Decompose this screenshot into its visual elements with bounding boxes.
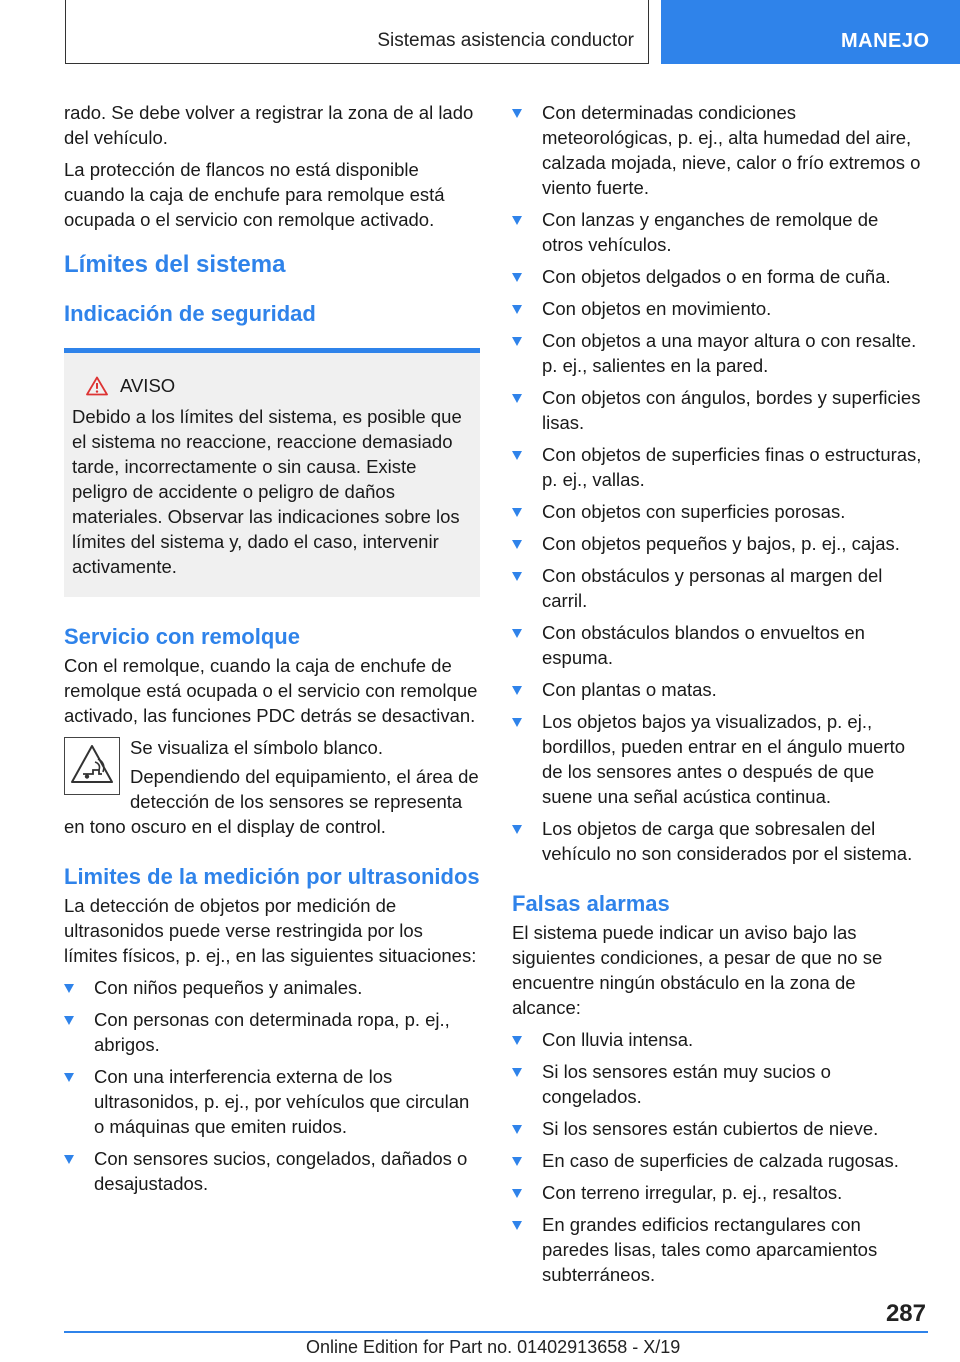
bullet-triangle-icon — [512, 1157, 522, 1166]
list-item: Con sensores sucios, congelados, dañados o desajustados. — [64, 1146, 480, 1196]
left-column — [64, 100, 480, 1203]
warning-triangle-icon — [86, 376, 108, 396]
list-item: Con una interferencia externa de los ultrasonidos, p. ej., por vehículos que circulan o máquinas que emiten ruidos. — [64, 1064, 480, 1139]
bullet-triangle-icon — [512, 394, 522, 403]
paragraph: rado. Se debe volver a registrar la zona de al lado del vehículo. — [64, 102, 474, 148]
list-item: Con obstáculos y personas al margen del carril. — [512, 563, 924, 613]
footer-divider — [64, 1331, 862, 1333]
bullet-triangle-icon — [512, 305, 522, 314]
chapter-label: MANEJO — [841, 30, 930, 52]
list-item: En grandes edificios rectangulares con paredes lisas, tales como aparcamientos subterráneos. — [512, 1212, 924, 1287]
bullet-triangle-icon — [512, 1036, 522, 1045]
bullet-triangle-icon — [512, 109, 522, 118]
paragraph: El sistema puede indicar un aviso bajo las siguientes condiciones, a pesar de que no se encuentre ningún obstáculo en la zona de alcance: — [512, 922, 883, 1018]
list-item: Con objetos delgados o en forma de cuña. — [512, 264, 924, 289]
heading-trailer-mode: Servicio con remolque — [64, 624, 300, 649]
bullet-triangle-icon — [64, 984, 74, 993]
bullet-triangle-icon — [512, 572, 522, 581]
bullet-triangle-icon — [512, 825, 522, 834]
notice-label: AVISO — [120, 375, 176, 396]
list-item: Los objetos bajos ya visualizados, p. ej., bordillos, pueden entrar en el ángulo muerto de los sensores antes o después de que suene una señal acústica continua. — [512, 709, 924, 809]
list-item: Con objetos con ángulos, bordes y superficies lisas. — [512, 385, 924, 435]
false-alarms-list — [512, 1027, 924, 1287]
right-column — [512, 100, 924, 1294]
list-item: Con lanzas y enganches de remolque de otros vehículos. — [512, 207, 924, 257]
paragraph: Se visualiza el símbolo blanco. — [130, 737, 383, 758]
bullet-triangle-icon — [64, 1073, 74, 1082]
list-item: Con niños pequeños y animales. — [64, 975, 480, 1000]
paragraph: Dependiendo del equipamiento, el área de detección de los sensores se representa en tono oscuro en el display de control. — [64, 766, 479, 837]
list-item: Los objetos de carga que sobresalen del vehículo no son considerados por el sistema. — [512, 816, 924, 866]
symbol-block — [64, 735, 480, 839]
bullet-triangle-icon — [512, 273, 522, 282]
bullet-triangle-icon — [512, 1221, 522, 1230]
notice-text: Debido a los límites del sistema, es posible que el sistema no reaccione, reaccione demasiado tarde, incorrectamente o sin causa. Existe peligro de accidente o peligro de daños materiales. Observar las indicaciones sobre los límites del sistema y, dado el caso, intervenir activamente. — [72, 406, 462, 577]
heading-ultrasonic-limits: Limites de la medición por ultrasonidos — [64, 864, 480, 889]
heading-safety-notice: Indicación de seguridad — [64, 301, 316, 326]
bullet-triangle-icon — [512, 629, 522, 638]
list-item: Si los sensores están cubiertos de nieve. — [512, 1116, 924, 1141]
ultrasonic-limits-list-continued — [512, 100, 924, 866]
list-item: Con obstáculos blandos o envueltos en espuma. — [512, 620, 924, 670]
warning-notice-box — [64, 348, 480, 597]
heading-false-alarms: Falsas alarmas — [512, 891, 670, 916]
list-item: Con determinadas condiciones meteorológicas, p. ej., alta humedad del aire, calzada mojada, nieve, calor o frío extremos o viento fuerte. — [512, 100, 924, 200]
bullet-triangle-icon — [64, 1016, 74, 1025]
page-number: 287 — [885, 1300, 926, 1327]
list-item: Con objetos de superficies finas o estructuras, p. ej., vallas. — [512, 442, 924, 492]
list-item: Con lluvia intensa. — [512, 1027, 924, 1052]
header-chapter-tab — [661, 0, 960, 64]
bullet-triangle-icon — [512, 508, 522, 517]
heading-system-limits: Límites del sistema — [64, 251, 286, 278]
list-item: Si los sensores están muy sucios o congelados. — [512, 1059, 924, 1109]
list-item: Con objetos con superficies porosas. — [512, 499, 924, 524]
bullet-triangle-icon — [512, 337, 522, 346]
footer-edition: Online Edition for Part no. 01402913658 - X/19 — [306, 1337, 681, 1357]
list-item: Con plantas o matas. — [512, 677, 924, 702]
bullet-triangle-icon — [512, 718, 522, 727]
paragraph: La protección de flancos no está disponible cuando la caja de enchufe para remolque está ocupada o el servicio con remolque activado. — [64, 159, 445, 230]
bullet-triangle-icon — [512, 1125, 522, 1134]
footer-divider-accent — [862, 1331, 928, 1333]
bullet-triangle-icon — [512, 1068, 522, 1077]
bullet-triangle-icon — [512, 451, 522, 460]
bullet-triangle-icon — [512, 686, 522, 695]
list-item: En caso de superficies de calzada rugosas. — [512, 1148, 924, 1173]
paragraph: La detección de objetos por medición de ultrasonidos puede verse restringida por los límites físicos, p. ej., en las siguientes situaciones: — [64, 895, 477, 966]
header-section-title — [65, 0, 649, 64]
pdc-trailer-warning-icon — [64, 737, 120, 795]
paragraph: Con el remolque, cuando la caja de enchufe de remolque está ocupada o el servicio con remolque activado, las funciones PDC detrás se desactivan. — [64, 655, 478, 726]
list-item: Con objetos en movimiento. — [512, 296, 924, 321]
list-item: Con objetos pequeños y bajos, p. ej., cajas. — [512, 531, 924, 556]
ultrasonic-limits-list — [64, 975, 480, 1196]
bullet-triangle-icon — [64, 1155, 74, 1164]
bullet-triangle-icon — [512, 540, 522, 549]
section-title: Sistemas asistencia conductor — [377, 30, 634, 51]
list-item: Con objetos a una mayor altura o con resalte. p. ej., salientes en la pared. — [512, 328, 924, 378]
bullet-triangle-icon — [512, 216, 522, 225]
bullet-triangle-icon — [512, 1189, 522, 1198]
notice-header — [86, 373, 472, 398]
list-item: Con terreno irregular, p. ej., resaltos. — [512, 1180, 924, 1205]
list-item: Con personas con determinada ropa, p. ej., abrigos. — [64, 1007, 480, 1057]
